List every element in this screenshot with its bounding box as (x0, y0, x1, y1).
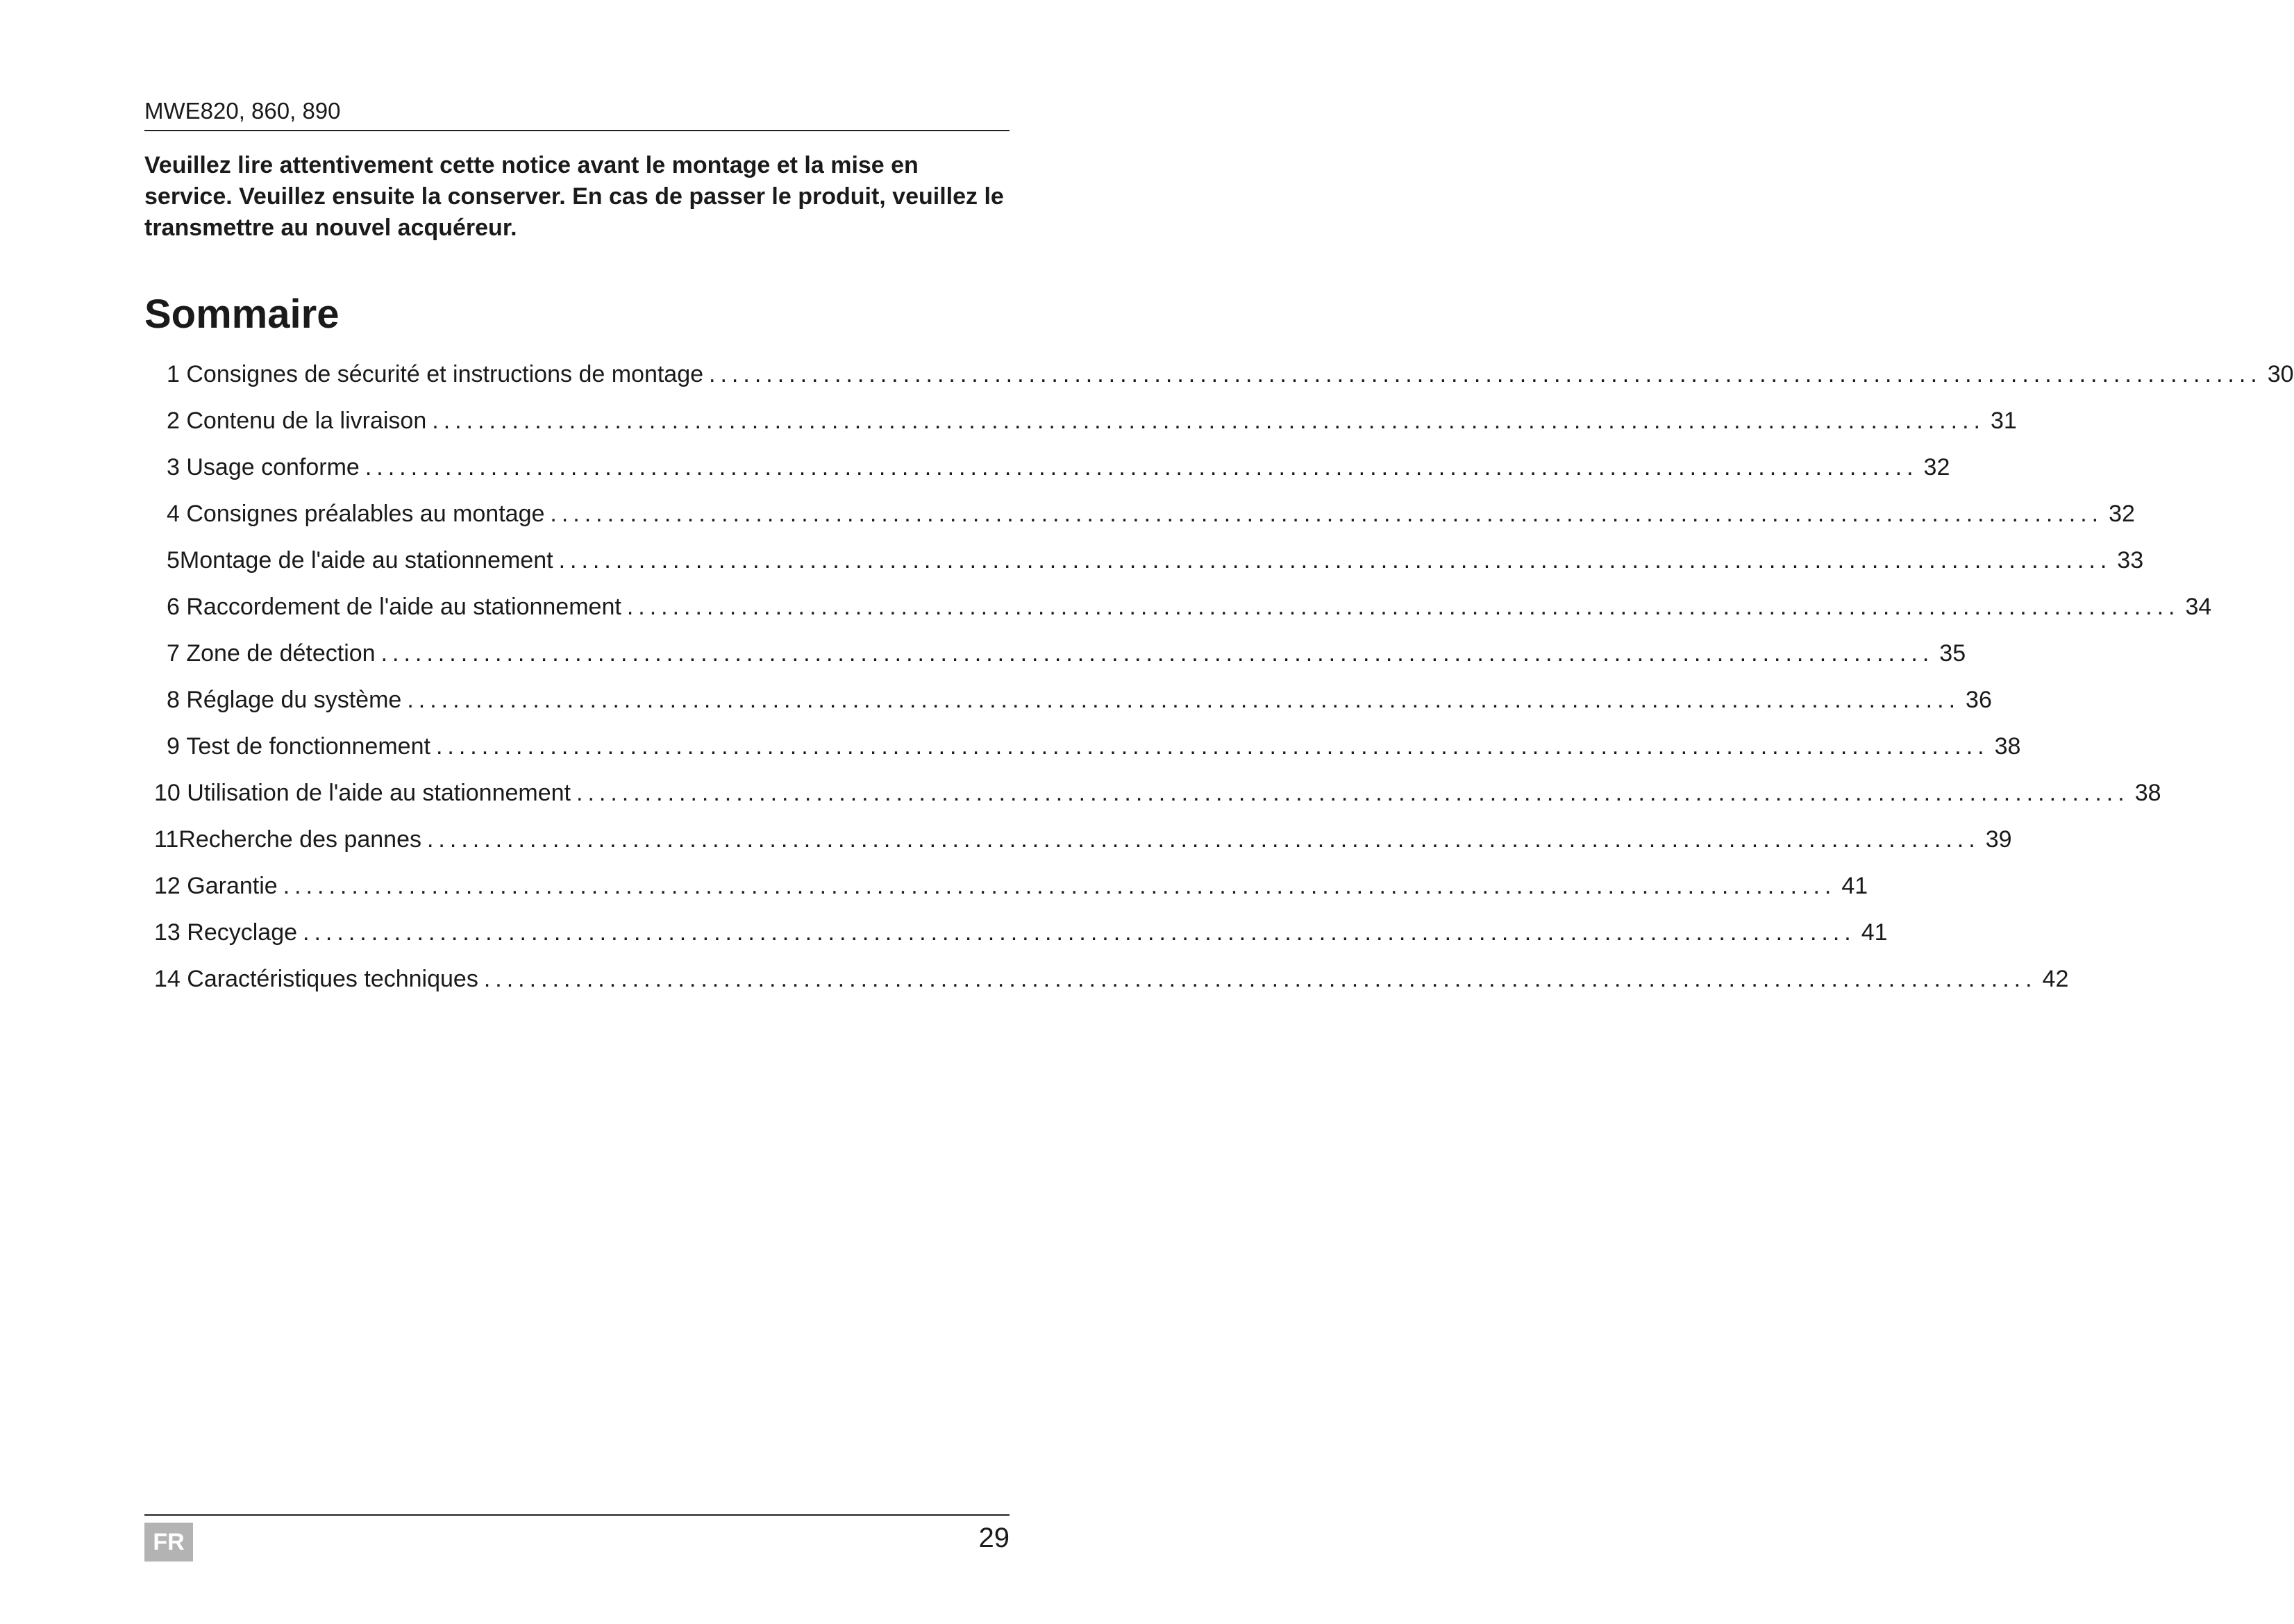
toc-dot-leader: ........................................................................................................................................ (576, 780, 2129, 806)
toc-dot-leader: ........................................................................................................................................ (426, 826, 1980, 853)
toc-entry-number: 12 (154, 873, 181, 899)
toc-dot-leader: ........................................................................................................................................ (558, 547, 2112, 574)
toc-entry-number: 5 (167, 547, 180, 574)
toc-entry[interactable] (167, 357, 2294, 392)
toc-dot-leader: ........................................................................................................................................ (407, 687, 1961, 713)
toc-entry[interactable] (167, 496, 2135, 531)
toc-entry-page: 38 (1994, 733, 2021, 760)
toc-entry[interactable] (167, 729, 2021, 764)
toc-entry[interactable] (154, 869, 1868, 903)
toc-entry-page: 39 (1985, 826, 2012, 853)
toc-entry-title: Contenu de la livraison (186, 408, 427, 434)
toc-entry-title: Réglage du système (186, 687, 402, 713)
toc-dot-leader: ........................................................................................................................................ (709, 361, 2262, 387)
toc-entry-title: Recyclage (187, 919, 298, 946)
document-model-header: MWE820, 860, 890 (144, 98, 341, 124)
toc-entry-page: 32 (1923, 454, 1950, 480)
toc-entry[interactable] (154, 962, 2069, 996)
toc-entry-page: 41 (1841, 873, 1868, 899)
toc-dot-leader: ........................................................................................................................................ (626, 594, 2180, 620)
toc-entry-title: Raccordement de l'aide au stationnement (186, 594, 621, 620)
toc-entry[interactable] (154, 915, 1888, 950)
toc-entry-title: Test de fonctionnement (186, 733, 430, 760)
toc-entry-number: 8 (167, 687, 180, 713)
toc-dot-leader: ........................................................................................................................................ (365, 454, 1918, 480)
toc-dot-leader: ........................................................................................................................................ (432, 408, 1985, 434)
toc-entry-title: Caractéristiques techniques (187, 966, 478, 992)
toc-entry-page: 30 (2267, 361, 2294, 387)
toc-entry-title: Zone de détection (186, 640, 376, 667)
toc-entry-number: 10 (154, 780, 181, 806)
toc-entry-number: 4 (167, 501, 180, 527)
toc-entry-number: 1 (167, 361, 180, 387)
toc-title: Sommaire (144, 292, 340, 337)
footer-divider (144, 1514, 1010, 1516)
toc-entry-page: 38 (2134, 780, 2161, 806)
toc-entry[interactable] (167, 450, 1950, 485)
toc-entry[interactable] (167, 543, 2144, 578)
toc-entry-title: Utilisation de l'aide au stationnement (187, 780, 571, 806)
toc-entry-number: 7 (167, 640, 180, 667)
toc-entry-page: 36 (1966, 687, 1992, 713)
toc-entry-page: 34 (2185, 594, 2212, 620)
toc-entry-number: 13 (154, 919, 181, 946)
toc-entry-title: Usage conforme (186, 454, 360, 480)
toc-entry-number: 6 (167, 594, 180, 620)
toc-entry-number: 2 (167, 408, 180, 434)
toc-entry[interactable] (167, 589, 2212, 624)
toc-entry[interactable] (167, 683, 1992, 717)
toc-entry-page: 31 (1990, 408, 2017, 434)
toc-entry[interactable] (154, 776, 2161, 810)
toc-entry-title: Montage de l'aide au stationnement (179, 547, 553, 574)
toc-entry-number: 9 (167, 733, 180, 760)
toc-entry-page: 32 (2109, 501, 2135, 527)
toc-entry-title: Recherche des pannes (178, 826, 421, 853)
toc-dot-leader: ........................................................................................................................................ (550, 501, 2104, 527)
toc-entry-page: 33 (2117, 547, 2144, 574)
intro-notice: Veuillez lire attentivement cette notice avant le montage et la mise en service. Veuillez ensuite la conserver. En cas de passer le produit, veuillez le transmettre au nouvel acquéreur. (144, 152, 1004, 241)
toc-dot-leader: ........................................................................................................................................ (283, 873, 1836, 899)
toc-dot-leader: ........................................................................................................................................ (435, 733, 1989, 760)
toc-entry-number: 3 (167, 454, 180, 480)
toc-entry-page: 35 (1939, 640, 1966, 667)
toc-entry[interactable] (154, 822, 2012, 857)
toc-entry-page: 42 (2042, 966, 2069, 992)
page-number: 29 (978, 1523, 1010, 1553)
toc-entry-number: 11 (154, 826, 179, 853)
toc-dot-leader: ........................................................................................................................................ (483, 966, 2037, 992)
toc-entry-number: 14 (154, 966, 181, 992)
toc-dot-leader: ........................................................................................................................................ (380, 640, 1934, 667)
toc-dot-leader: ........................................................................................................................................ (303, 919, 1856, 946)
toc-entry[interactable] (167, 403, 2017, 438)
header-divider (144, 130, 1010, 131)
toc-entry-title: Consignes de sécurité et instructions de montage (186, 361, 704, 387)
toc-entry-page: 41 (1861, 919, 1888, 946)
toc-entry-title: Consignes préalables au montage (186, 501, 545, 527)
language-badge: FR (144, 1523, 193, 1562)
toc-entry[interactable] (167, 636, 1966, 671)
toc-entry-title: Garantie (187, 873, 278, 899)
